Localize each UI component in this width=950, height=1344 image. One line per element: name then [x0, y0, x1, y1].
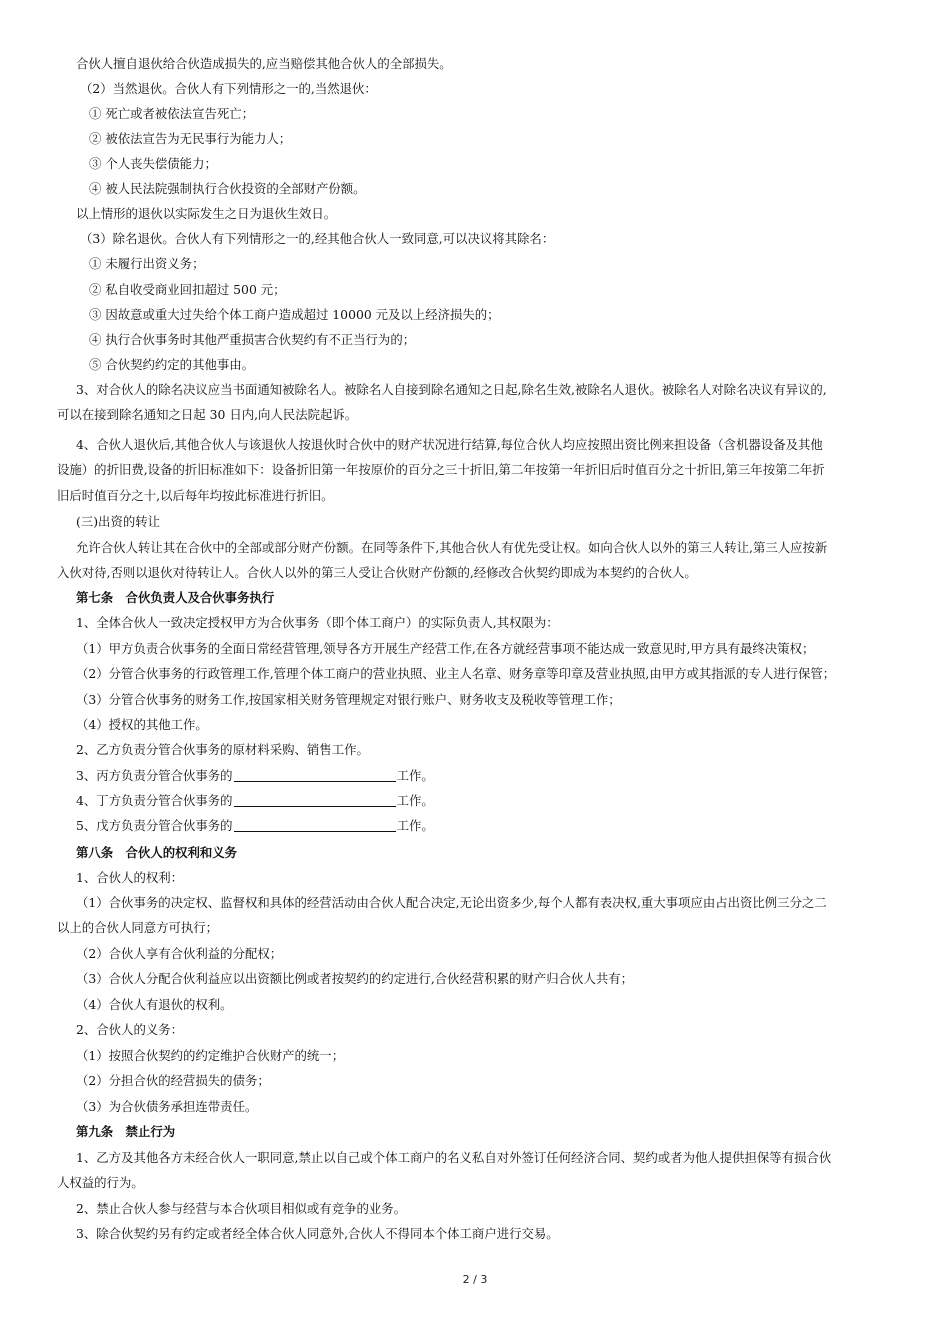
- paragraph-line: 4、合伙人退伙后,其他合伙人与该退伙人按退伙时合伙中的财产状况进行结算,每位合伙人均应按照出资比例来担设备（含机器设备及其他: [76, 437, 823, 452]
- paragraph-line: （2）当然退伙。合伙人有下列情形之一的,当然退伙：: [80, 81, 377, 96]
- paragraph-line: 允许合伙人转让其在合伙中的全部或部分财产份额。在同等条件下,其他合伙人有优先受让权。如向合伙人以外的第三人转让,第三人应按新: [76, 540, 828, 555]
- paragraph-line: 设施）的折旧费,设备的折旧标准如下：设备折旧第一年按原价的百分之三十折旧,第二年按第一年折旧后时值百分之十折旧,第三年按第二年折: [57, 462, 825, 477]
- fill-in-blank: [234, 818, 396, 832]
- line-text: 3、丙方负责分管合伙事务的: [76, 768, 233, 783]
- paragraph-line: （4）合伙人有退伙的权利。: [76, 997, 233, 1012]
- fill-in-blank: [234, 768, 396, 782]
- paragraph-line: （2）分管合伙事务的行政管理工作,管理个体工商户的营业执照、业主人名章、财务章等印章及营业执照,由甲方或其指派的专人进行保管；: [76, 666, 836, 681]
- paragraph-line: 3、对合伙人的除名决议应当书面通知被除名人。被除名人自接到除名通知之日起,除名生效,被除名人退伙。被除名人对除名决议有异议的,: [76, 382, 827, 397]
- paragraph-line: 旧后时值百分之十,以后每年均按此标准进行折旧。: [57, 488, 334, 503]
- line-text: 工作。: [396, 768, 434, 783]
- paragraph-line: （4）授权的其他工作。: [76, 717, 208, 732]
- list-item: ② 私自收受商业回扣超过 500 元；: [89, 282, 286, 297]
- paragraph-line: 以上情形的退伙以实际发生之日为退伙生效日。: [76, 206, 337, 221]
- paragraph-line: 人权益的行为。: [57, 1175, 144, 1190]
- paragraph-line: [76, 768, 434, 784]
- paragraph-line: （3）除名退伙。合伙人有下列情形之一的,经其他合伙人一致同意,可以决议将其除名：: [80, 231, 555, 246]
- list-item: ④ 被人民法院强制执行合伙投资的全部财产份额。: [89, 181, 366, 196]
- line-text: 4、丁方负责分管合伙事务的: [76, 793, 233, 808]
- paragraph-line: 1、乙方及其他各方未经合伙人一职同意,禁止以自己或个体工商户的名义私自对外签订任何经济合同、契约或者为他人提供担保等有损合伙: [76, 1150, 832, 1165]
- paragraph-line: [76, 793, 434, 809]
- paragraph-line: 2、禁止合伙人参与经营与本合伙项目相似或有竞争的业务。: [76, 1201, 407, 1216]
- paragraph-line: 2、合伙人的义务：: [76, 1022, 184, 1037]
- list-item: ③ 因故意或重大过失给个体工商户造成超过 10000 元及以上经济损失的；: [89, 307, 500, 322]
- paragraph-line: （2）合伙人享有合伙利益的分配权；: [76, 946, 283, 961]
- paragraph-line: 合伙人擅自退伙给合伙造成损失的,应当赔偿其他合伙人的全部损失。: [76, 56, 452, 71]
- fill-in-blank: [234, 793, 396, 807]
- list-item: ③ 个人丧失偿债能力；: [89, 156, 217, 171]
- list-item: ④ 执行合伙事务时其他严重损害合伙契约有不正当行为的；: [89, 332, 416, 347]
- paragraph-line: 以上的合伙人同意方可执行；: [57, 920, 219, 935]
- section-subheading: (三)出资的转让: [76, 514, 161, 529]
- paragraph-line: 1、合伙人的权利：: [76, 870, 184, 885]
- paragraph-line: （3）为合伙债务承担连带责任。: [76, 1099, 258, 1114]
- paragraph-line: 2、乙方负责分管合伙事务的原材料采购、销售工作。: [76, 742, 369, 757]
- paragraph-line: （1）合伙事务的决定权、监督权和具体的经营活动由合伙人配合决定,无论出资多少,每个人都有表决权,重大事项应由占出资比例三分之二: [76, 895, 827, 910]
- article-heading: 第七条 合伙负责人及合伙事务执行: [76, 590, 275, 605]
- line-text: 工作。: [396, 818, 434, 833]
- paragraph-line: 入伙对待,否则以退伙对待转让人。合伙人以外的第三人受让合伙财产份额的,经修改合伙契约即成为本契约的合伙人。: [57, 565, 697, 580]
- list-item: ⑤ 合伙契约约定的其他事由。: [89, 357, 255, 372]
- list-item: ① 死亡或者被依法宣告死亡；: [89, 106, 255, 121]
- paragraph-line: 1、全体合伙人一致决定授权甲方为合伙事务（即个体工商户）的实际负责人,其权限为：: [76, 615, 559, 630]
- paragraph-line: 3、除合伙契约另有约定或者经全体合伙人同意外,合伙人不得同本个体工商户进行交易。: [76, 1226, 559, 1241]
- paragraph-line: （1）按照合伙契约的约定维护合伙财产的统一；: [76, 1048, 345, 1063]
- line-text: 5、戊方负责分管合伙事务的: [76, 818, 233, 833]
- article-heading: 第九条 禁止行为: [76, 1124, 176, 1139]
- list-item: ① 未履行出资义务；: [89, 256, 205, 271]
- paragraph-line: [76, 818, 434, 834]
- paragraph-line: （3）合伙人分配合伙利益应以出资额比例或者按契约的约定进行,合伙经营积累的财产归合伙人共有；: [76, 971, 634, 986]
- paragraph-line: （1）甲方负责合伙事务的全面日常经营管理,领导各方开展生产经营工作,在各方就经营事项不能达成一致意见时,甲方具有最终决策权；: [76, 641, 815, 656]
- paragraph-line: （2）分担合伙的经营损失的债务；: [76, 1073, 270, 1088]
- page-number: 2 / 3: [462, 1273, 488, 1286]
- paragraph-line: 可以在接到除名通知之日起 30 日内,向人民法院起诉。: [57, 407, 358, 422]
- article-heading: 第八条 合伙人的权利和义务: [76, 845, 238, 860]
- paragraph-line: （3）分管合伙事务的财务工作,按国家相关财务管理规定对银行账户、财务收支及税收等管理工作；: [76, 692, 621, 707]
- list-item: ② 被依法宣告为无民事行为能力人；: [89, 131, 292, 146]
- line-text: 工作。: [396, 793, 434, 808]
